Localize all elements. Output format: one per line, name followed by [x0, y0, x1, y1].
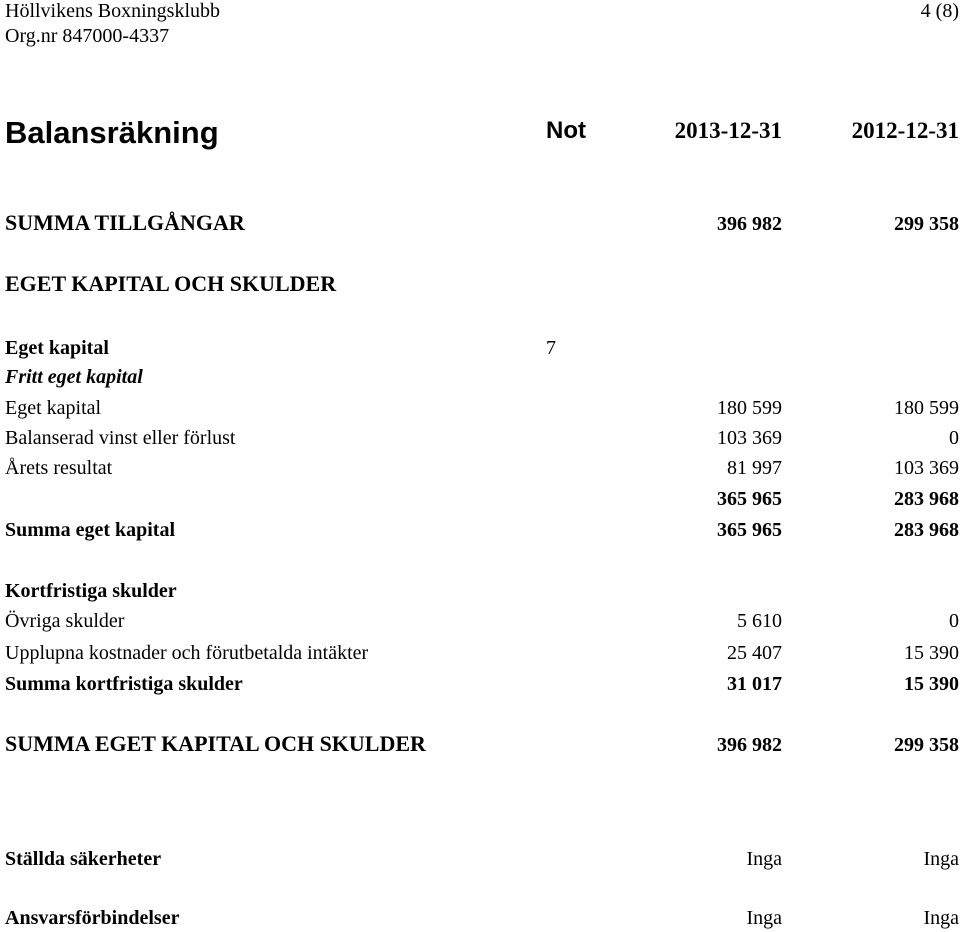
summa-eget-kapital-y2: 283 968 [894, 519, 959, 541]
year2-column-header: 2012-12-31 [851, 118, 959, 143]
stallda-sakerheter-label: Ställda säkerheter [5, 848, 162, 870]
row-value-y2: 15 390 [904, 642, 959, 664]
row-value-y1: 5 610 [737, 610, 782, 632]
summa-eget-kapital-och-skulder-label: SUMMA EGET KAPITAL OCH SKULDER [5, 731, 426, 756]
eget-kapital-och-skulder-heading: EGET KAPITAL OCH SKULDER [5, 271, 337, 296]
row-value-y2: 103 369 [894, 457, 959, 479]
eget-kapital-subtotal-y2: 283 968 [894, 488, 959, 510]
summa-eget-kapital-och-skulder-y1: 396 982 [717, 734, 782, 756]
row-value-y2: 0 [949, 427, 959, 449]
row-label: Eget kapital [5, 397, 102, 419]
summa-tillgangar-y2: 299 358 [894, 213, 959, 235]
eget-kapital-note: 7 [546, 337, 556, 359]
summa-eget-kapital-label: Summa eget kapital [5, 519, 175, 541]
summa-tillgangar-label: SUMMA TILLGÅNGAR [5, 210, 245, 235]
summa-eget-kapital-och-skulder-y2: 299 358 [894, 734, 959, 756]
org-name: Höllvikens Boxningsklubb [5, 0, 221, 22]
summa-tillgangar-y1: 396 982 [717, 213, 782, 235]
eget-kapital-subtotal-y1: 365 965 [717, 488, 782, 510]
ansvarsforbindelser-y2: Inga [923, 907, 959, 929]
summa-kortfristiga-skulder-y1: 31 017 [727, 673, 782, 695]
page-number: 4 (8) [920, 0, 959, 22]
row-value-y1: 180 599 [717, 397, 782, 419]
row-label: Balanserad vinst eller förlust [5, 427, 236, 449]
row-label: Årets resultat [5, 457, 113, 479]
eget-kapital-heading: Eget kapital [5, 337, 109, 359]
year1-column-header: 2013-12-31 [674, 118, 782, 143]
stallda-sakerheter-y2: Inga [923, 848, 959, 870]
ansvarsforbindelser-y1: Inga [746, 907, 782, 929]
summa-kortfristiga-skulder-label: Summa kortfristiga skulder [5, 673, 243, 695]
row-label: Övriga skulder [5, 610, 125, 632]
kortfristiga-skulder-heading: Kortfristiga skulder [5, 580, 177, 602]
row-value-y1: 103 369 [717, 427, 782, 449]
row-value-y2: 180 599 [894, 397, 959, 419]
page-title: Balansräkning [5, 115, 219, 150]
summa-kortfristiga-skulder-y2: 15 390 [904, 673, 959, 695]
summa-eget-kapital-y1: 365 965 [717, 519, 782, 541]
row-value-y2: 0 [949, 610, 959, 632]
row-value-y1: 81 997 [727, 457, 782, 479]
note-column-header: Not [546, 117, 586, 144]
stallda-sakerheter-y1: Inga [746, 848, 782, 870]
org-number: Org.nr 847000-4337 [5, 25, 170, 47]
row-value-y1: 25 407 [727, 642, 782, 664]
ansvarsforbindelser-label: Ansvarsförbindelser [5, 907, 180, 929]
fritt-eget-kapital-subheading: Fritt eget kapital [5, 366, 143, 388]
row-label: Upplupna kostnader och förutbetalda intäkter [5, 642, 369, 664]
